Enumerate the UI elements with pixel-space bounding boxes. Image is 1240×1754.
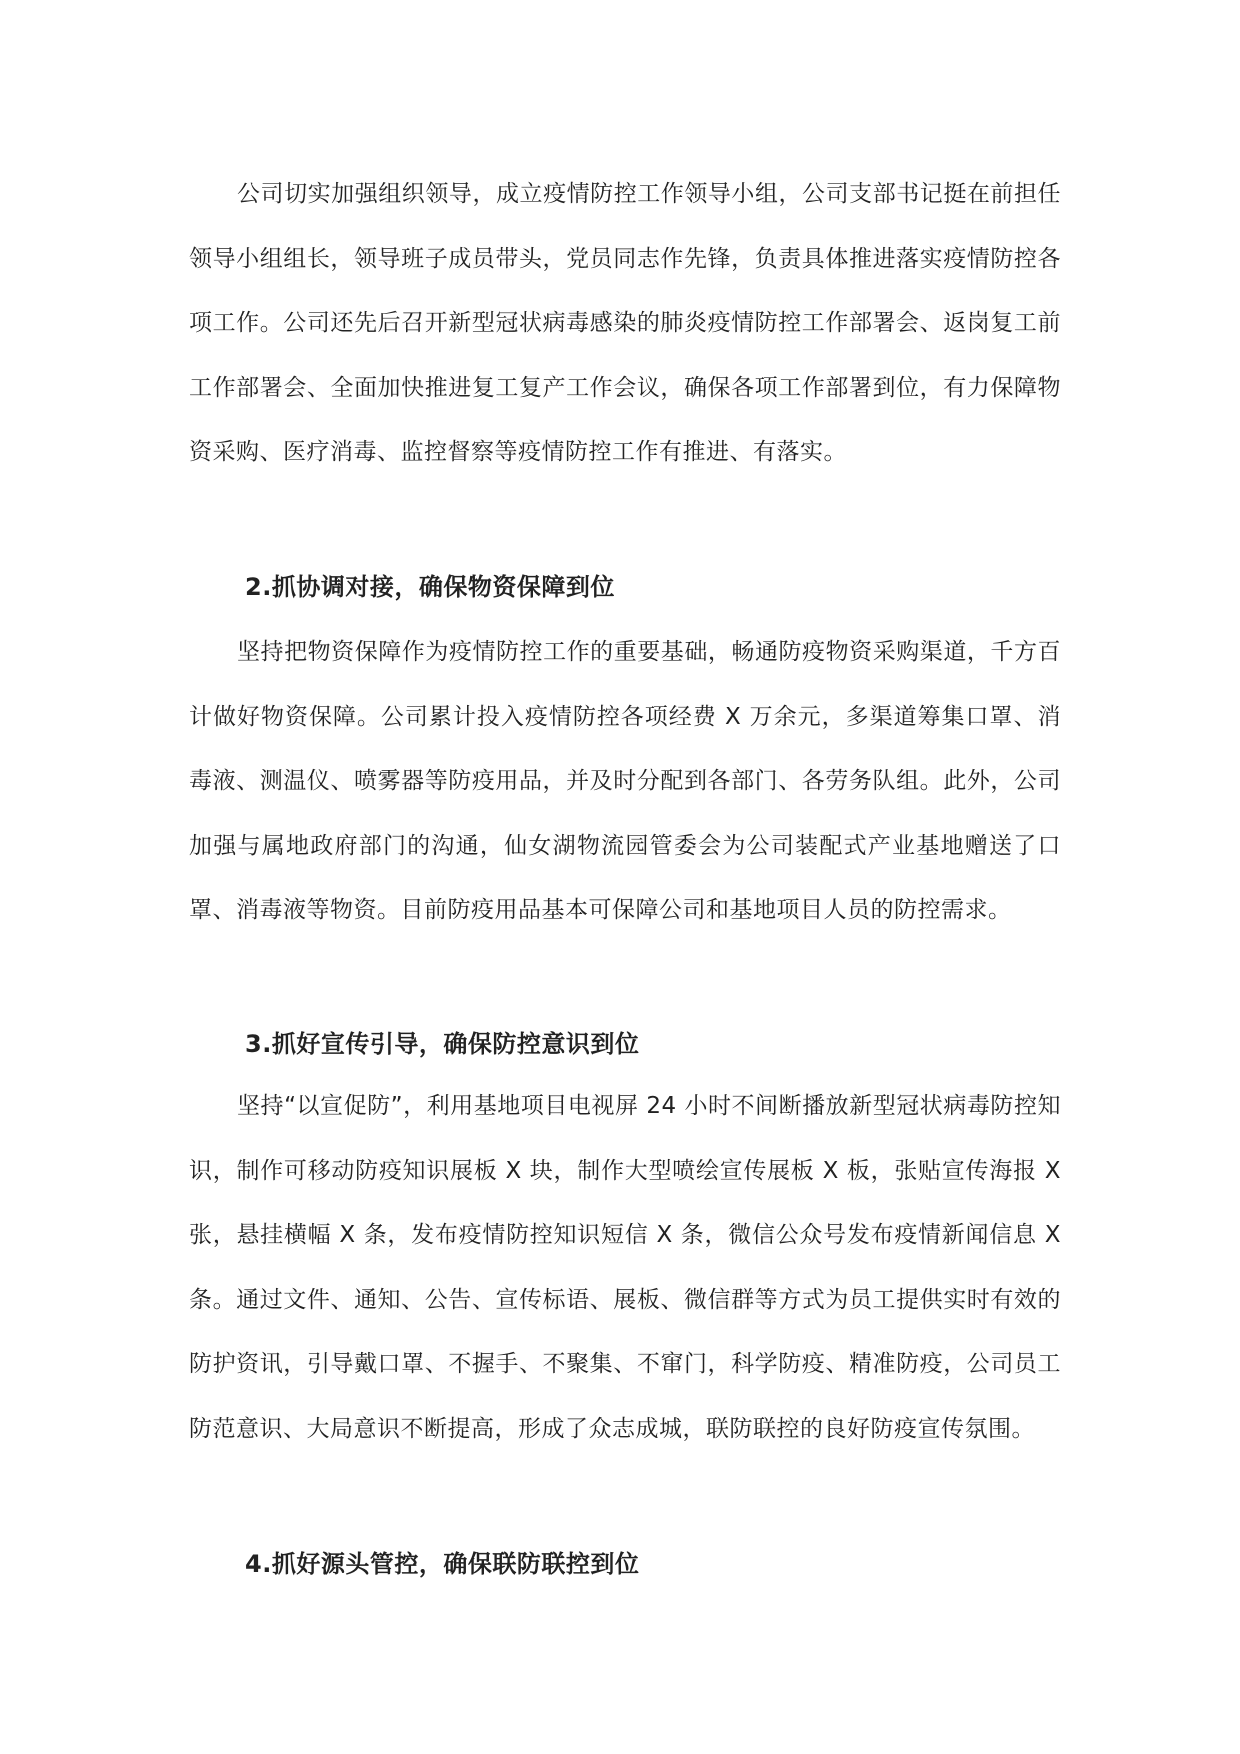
paragraph-organization-leadership: 公司切实加强组织领导，成立疫情防控工作领导小组，公司支部书记挺在前担任领导小组组长，领导班子成员带头，党员同志作先锋，负责具体推进落实疫情防控各项工作。公司还先后召开新型冠状病毒感染的肺炎疫情防控工作部署会、返岗复工前工作部署会、全面加快推进复工复产工作会议，确保各项工作部署到位，有力保障物资采购、医疗消毒、监控督察等疫情防控工作有推进、有落实。 — [189, 181, 1061, 465]
paragraph-material-support: 坚持把物资保障作为疫情防控工作的重要基础，畅通防疫物资采购渠道，千方百计做好物资保障。公司累计投入疫情防控各项经费 X 万余元，多渠道筹集口罩、消毒液、测温仪、喷雾器等防疫用品，并及时分配到各部门、各劳务队组。此外，公司加强与属地政府部门的沟通，仙女湖物流园管委会为公司装配式产业基地赠送了口罩、消毒液等物资。目前防疫用品基本可保障公司和基地项目人员的防控需求。 — [189, 639, 1061, 923]
paragraph-publicity-guidance: 坚持“以宣促防”，利用基地项目电视屏 24 小时不间断播放新型冠状病毒防控知识，制作可移动防疫知识展板 X 块，制作大型喷绘宣传展板 X 板，张贴宣传海报 X 张，悬挂横幅 X 条，发布疫情防控知识短信 X 条，微信公众号发布疫情新闻信息 X 条。通过文件、通知、公告、宣传标语、展板、微信群等方式为员工提供实时有效的防护资讯，引导戴口罩、不握手、不聚集、不窜门，科学防疫、精准防疫，公司员工防范意识、大局意识不断提高，形成了众志成城，联防联控的良好防疫宣传氛围。 — [189, 1093, 1061, 1442]
section-heading-source-control: 4.抓好源头管控，确保联防联控到位 — [245, 1550, 640, 1578]
section-heading-publicity-guidance: 3.抓好宣传引导，确保防控意识到位 — [245, 1030, 640, 1058]
section-heading-material-support: 2.抓协调对接，确保物资保障到位 — [245, 573, 615, 601]
